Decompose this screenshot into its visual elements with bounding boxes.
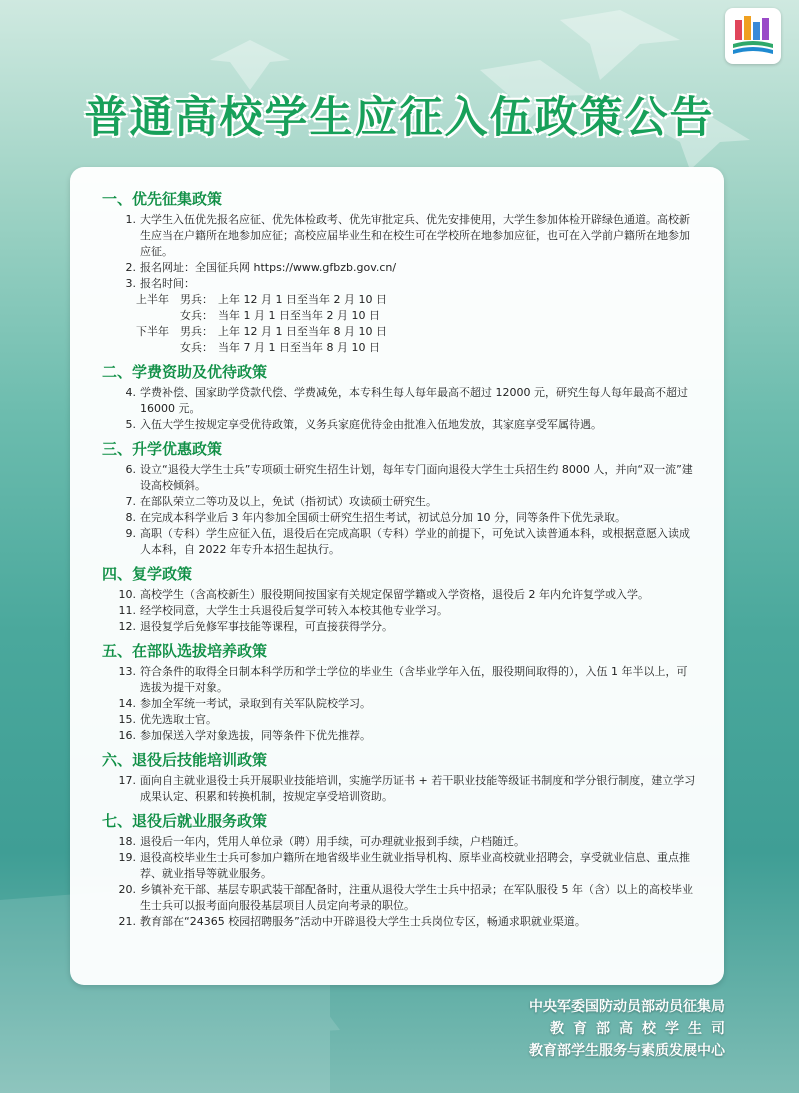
- city-logo-icon: [725, 8, 781, 64]
- section-heading: 五、在部队选拔培养政策: [102, 642, 268, 660]
- list-item: [108, 728, 698, 744]
- item-text: 报名时间：: [140, 277, 195, 290]
- list-item: [108, 385, 698, 417]
- list-item: [108, 417, 698, 433]
- half-year-label: [136, 308, 180, 324]
- item-text: 入伍大学生按规定享受优待政策，义务兵家庭优待金由批准入伍地发放，其家庭享受军属待遇。: [140, 418, 602, 431]
- list-item: [108, 834, 698, 850]
- item-text: 面向自主就业退役士兵开展职业技能培训，实施学历证书 + 若干职业技能等级证书制度和学分银行制度，建立学习成果认定、积累和转换机制，按规定享受培训资助。: [140, 774, 696, 803]
- policy-card: [70, 167, 724, 985]
- item-number: 12.: [118, 620, 136, 633]
- list-item: [108, 850, 698, 882]
- item-number: 2.: [125, 261, 136, 274]
- enlist-time-row: [136, 340, 698, 356]
- date-range: 当年 7 月 1 日至当年 8 月 10 日: [218, 341, 380, 354]
- list-item: [108, 260, 698, 276]
- item-text: 退役后一年内，凭用人单位录（聘）用手续，可办理就业报到手续，户档随迁。: [140, 835, 525, 848]
- section-heading: 二、学费资助及优待政策: [102, 363, 268, 381]
- item-number: 6.: [125, 463, 136, 476]
- item-text: 参加全军统一考试，录取到有关军队院校学习。: [140, 697, 371, 710]
- section-heading: 一、优先征集政策: [102, 190, 223, 208]
- list-item: [108, 494, 698, 510]
- list-item: [108, 664, 698, 696]
- issuer-line: 中央军委国防动员部动员征集局: [529, 999, 725, 1015]
- item-number: 18.: [118, 835, 136, 848]
- item-text: 在完成本科学业后 3 年内参加全国硕士研究生招生考试，初试总分加 10 分，同等条件下优先录取。: [140, 511, 626, 524]
- enlist-time-row: [136, 324, 698, 340]
- item-text: 符合条件的取得全日制本科学历和学士学位的毕业生（含毕业学年入伍，服役期间取得的），入伍 1 年半以上，可选拔为提干对象。: [140, 665, 688, 694]
- item-number: 9.: [125, 527, 136, 540]
- logo: [725, 8, 781, 64]
- item-text: 退役复学后免修军事技能等课程，可直接获得学分。: [140, 620, 393, 633]
- item-text: 报名网址：全国征兵网 https://www.gfbzb.gov.cn/: [140, 261, 397, 274]
- item-number: 3.: [125, 277, 136, 290]
- gender-label: 女兵：: [180, 309, 213, 322]
- item-text: 在部队荣立二等功及以上，免试（指初试）攻读硕士研究生。: [140, 495, 437, 508]
- item-number: 7.: [125, 495, 136, 508]
- gender-label: 男兵：: [180, 325, 213, 338]
- item-text: 乡镇补充干部、基层专职武装干部配备时，注重从退役大学生士兵中招录；在军队服役 5 年（含）以上的高校毕业生士兵可以报考面向服役基层项目人员定向考录的职位。: [140, 883, 693, 912]
- item-text: 退役高校毕业生士兵可参加户籍所在地省级毕业生就业指导机构、原毕业高校就业招聘会，享受就业信息、重点推荐、就业指导等就业服务。: [140, 851, 690, 880]
- item-number: 21.: [118, 915, 136, 928]
- item-text: 高职（专科）学生应征入伍，退役后在完成高职（专科）学业的前提下，可免试入读普通本科，或根据意愿入读成人本科，自 2022 年专升本招生起执行。: [140, 527, 690, 556]
- list-item: [108, 712, 698, 728]
- enlist-time-row: [136, 308, 698, 324]
- item-text: 参加保送入学对象选拔，同等条件下优先推荐。: [140, 729, 371, 742]
- half-year-label: 上半年: [136, 293, 169, 306]
- list-item: [108, 212, 698, 260]
- item-number: 11.: [118, 604, 136, 617]
- item-number: 20.: [118, 883, 136, 896]
- item-text: 设立“退役大学生士兵”专项硕士研究生招生计划，每年专门面向退役大学生士兵招生约 8000 人，并向“双一流”建设高校倾斜。: [140, 463, 693, 492]
- list-item: [108, 510, 698, 526]
- item-number: 15.: [118, 713, 136, 726]
- gender-label: 男兵：: [180, 293, 213, 306]
- item-number: 14.: [118, 697, 136, 710]
- gender-label: 女兵：: [180, 341, 213, 354]
- enlist-time-table: [108, 292, 698, 356]
- list-item: [108, 696, 698, 712]
- date-range: 当年 1 月 1 日至当年 2 月 10 日: [218, 309, 380, 322]
- item-number: 17.: [118, 774, 136, 787]
- list-item: [108, 914, 698, 930]
- list-item: [108, 276, 698, 292]
- item-number: 16.: [118, 729, 136, 742]
- date-range: 上年 12 月 1 日至当年 2 月 10 日: [218, 293, 387, 306]
- list-item: [108, 603, 698, 619]
- issuer-line: 教育部学生服务与素质发展中心: [529, 1043, 725, 1059]
- item-text: 优先选取士官。: [140, 713, 217, 726]
- enlist-time-row: [136, 292, 698, 308]
- issuer-line: 教育部高校学生司: [550, 1021, 734, 1037]
- item-number: 10.: [118, 588, 136, 601]
- item-text: 学费补偿、国家助学贷款代偿、学费减免，本专科生每人每年最高不超过 12000 元，研究生每人每年最高不超过 16000 元。: [140, 386, 688, 415]
- item-text: 大学生入伍优先报名应征、优先体检政考、优先审批定兵、优先安排使用，大学生参加体检开辟绿色通道。高校新生应当在户籍所在地参加应征；高校应届毕业生和在校生可在学校所在地参加应征，也可在入学前户籍所在地参加应征。: [140, 213, 690, 258]
- item-number: 13.: [118, 665, 136, 678]
- section-heading: 四、复学政策: [102, 565, 193, 583]
- list-item: [108, 773, 698, 805]
- list-item: [108, 462, 698, 494]
- date-range: 上年 12 月 1 日至当年 8 月 10 日: [218, 325, 387, 338]
- section-heading: 六、退役后技能培训政策: [102, 751, 268, 769]
- item-text: 经学校同意，大学生士兵退役后复学可转入本校其他专业学习。: [140, 604, 448, 617]
- policy-content: [102, 183, 698, 930]
- item-text: 教育部在“24365 校园招聘服务”活动中开辟退役大学生士兵岗位专区，畅通求职就业渠道。: [140, 915, 586, 928]
- item-number: 4.: [125, 386, 136, 399]
- half-year-label: 下半年: [136, 325, 169, 338]
- item-text: 高校学生（含高校新生）服役期间按国家有关规定保留学籍或入学资格，退役后 2 年内允许复学或入学。: [140, 588, 649, 601]
- item-number: 8.: [125, 511, 136, 524]
- item-number: 19.: [118, 851, 136, 864]
- list-item: [108, 587, 698, 603]
- item-number: 1.: [125, 213, 136, 226]
- section-heading: 七、退役后就业服务政策: [102, 812, 268, 830]
- page-title: 普通高校学生应征入伍政策公告: [84, 93, 715, 143]
- list-item: [108, 619, 698, 635]
- half-year-label: [136, 340, 180, 356]
- list-item: [108, 526, 698, 558]
- issuer-block: [529, 996, 734, 1062]
- section-heading: 三、升学优惠政策: [102, 440, 223, 458]
- list-item: [108, 882, 698, 914]
- item-number: 5.: [125, 418, 136, 431]
